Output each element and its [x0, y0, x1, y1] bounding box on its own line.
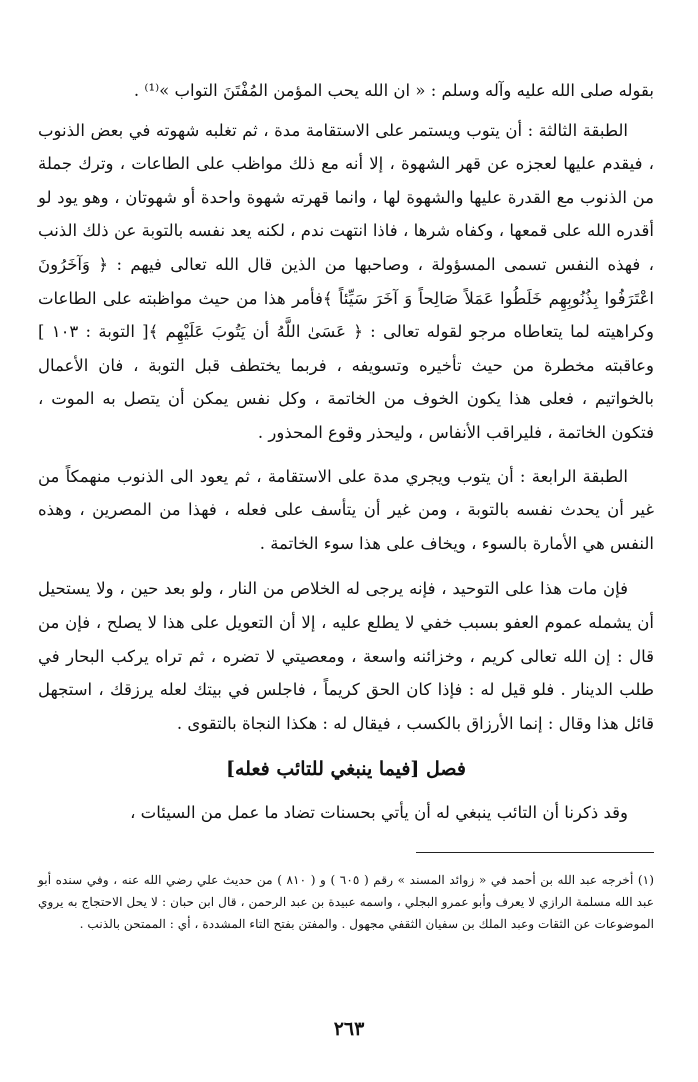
paragraph-tawhid: فإن مات هذا على التوحيد ، فإنه يرجى له الخلاص من النار ، ولو بعد حين ، ولا يستحيل أن يشمله عموم العفو بسبب خفي لا يطلع عليه ، إلا أن التعويل على هذا لا يصلح ، فإن من قال : إن الله تعالى كريم ، وخزائنه واسعة ، ومعصيتي لا تضره ، ثم تراه يركب البحار في طلب الدينار . فلو قيل له : فإذا كان الحق كريماً ، فاجلس في بيتك لعله يرزقك ، استجهل قائل هذا وقال : إنما الأرزاق بالكسب ، فيقال له : هكذا النجاة بالتقوى .	[38, 579, 654, 733]
paragraph-third-class: الطبقة الثالثة : أن يتوب ويستمر على الاستقامة مدة ، ثم تغلبه شهوته في بعض الذنوب ، فيقدم عليها لعجزه عن قهر الشهوة ، إلا أنه مع ذلك مواظب على الطاعات ، وترك جملة من الذنوب مع القدرة عليها والشهوة لها ، وانما قهرته شهوة واحدة أو شهوتان ، وهو يود لو أقدره الله على قمعها ، وكفاه شرها ، فاذا انتهت ندم ، لكنه يعد نفسه بالتوبة عن ذلك الذنب ، فهذه النفس تسمى المسؤولة ، وصاحبها من الذين قال الله تعالى فيهم : ﴿ وَآخَرُونَ اعْتَرَفُوا بِذُنُوبِهِم خَلَطُوا عَمَلاً صَالِحاً وَ آخَرَ سَيِّئاً ﴾فأمر هذا من حيث مواظبته على الطاعات وكراهيته لما يتعاطاه مرجو لقوله تعالى : ﴿ عَسَىٰ اللَّهُ أن يَتُوبَ عَلَيْهِم ﴾[ التوبة : ١٠٣ ] وعاقبته مخطرة من حيث تأخيره وتسويفه ، فربما يختطف قبل التوبة ، فان الأعمال بالخواتيم ، فعلى هذا يكون الخوف من الخاتمة ، وكل نفس يمكن أن يتصل به الموت ، فتكون الخاتمة ، فليراقب الأنفاس ، وليحذر وقوع المحذور .	[38, 120, 655, 442]
footnote-divider	[416, 852, 654, 853]
page-number: ٢٦٣	[333, 1018, 365, 1040]
section-heading: فصل [فيما ينبغي للتائب فعله]	[225, 758, 466, 781]
paragraph-final: وقد ذكرنا أن التائب ينبغي له أن يأتي بحسنات تضاد ما عمل من السيئات ،	[130, 803, 628, 823]
paragraph-hadith-quote: بقوله صلى الله عليه وآله وسلم : « ان الله يحب المؤمن المُفْتَنَ التواب »⁽¹⁾ .	[133, 81, 654, 100]
footnote: (١) أخرجه عبد الله بن أحمد في « زوائد المسند » رقم ( ٦٠٥ ) و ( ٨١٠ ) من حديث علي رضي الله عنه ، وفي سنده أبو عبد الله مسلمة الرازي لا يعرف وأبو عمرو البجلي ، واسمه عبيدة بن عبد الرحمن ، قال ابن حبان : لا يحل الاحتجاج به يروي الموضوعات عن الثقات وعبد الملك بن سفيان الثقفي مجهول . والمفتن بفتح التاء المشددة ، أي : الممتحن بالذنب .	[38, 872, 654, 931]
paragraph-fourth-class: الطبقة الرابعة : أن يتوب ويجري مدة على الاستقامة ، ثم يعود الى الذنوب منهمكاً من غير أن يحدث نفسه بالتوبة ، ومن غير أن يتأسف على فعله ، فهذا من المصرين ، وهذه النفس هي الأمارة بالسوء ، ويخاف على هذا سوء الخاتمة .	[38, 466, 654, 553]
